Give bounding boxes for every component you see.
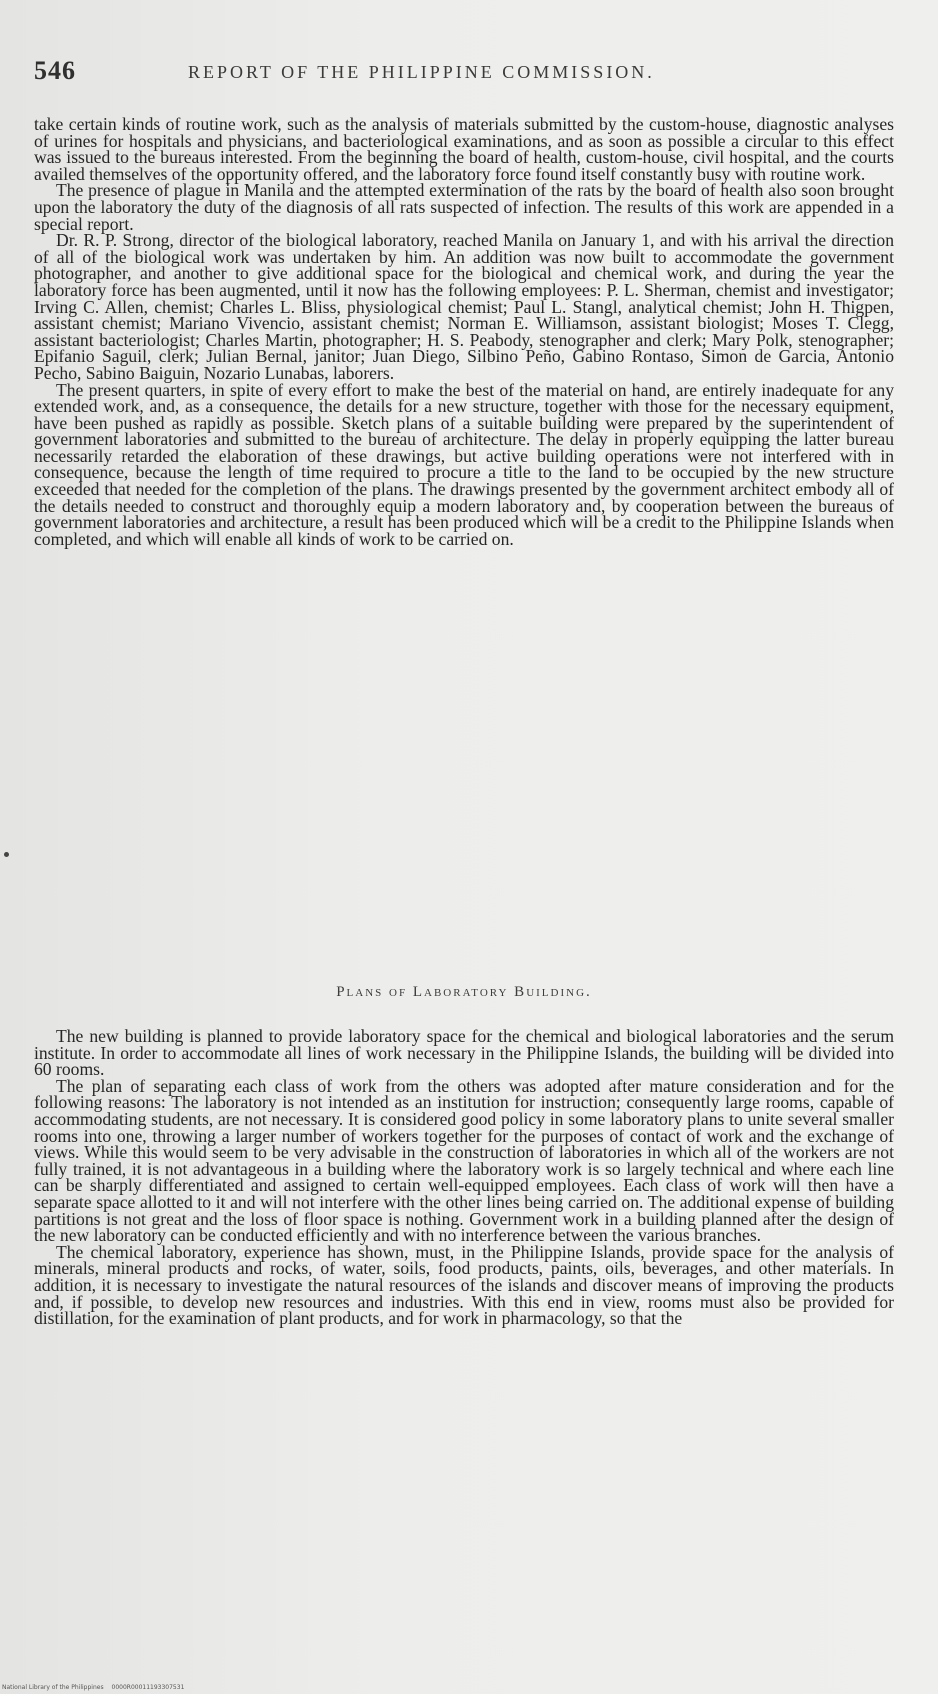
paragraph: Dr. R. P. Strong, director of the biological laboratory, reached Manila on January 1, and with his arrival the direction of all of the biological work was undertaken by him. An addition was now built to accommodate the government photographer, and another to give additional space for the biological and chemical work, and during the year the laboratory force has been augmented, until it now has the following employees: P. L. Sherman, chemist and investigator; Irving C. Allen, chemist; Charles L. Bliss, physiological chemist; Paul L. Stangl, analytical chemist; John H. Thigpen, assistant chemist; Mariano Vivencio, assistant chemist; Norman E. Williamson, assistant biologist; Moses T. Clegg, assistant bacteriologist; Charles Martin, photographer; H. S. Peabody, stenographer and clerk; Mary Polk, stenographer; Epifanio Saguil, clerk; Julian Bernal, janitor; Juan Diego, Silbino Peño, Gabino Rontaso, Simon de Garcia, Antonio Pecho, Sabino Baiguin, Nozario Lunabas, laborers. xyxy=(34,230,894,383)
paragraph: The presence of plague in Manila and the attempted extermination of the rats by the board of health also soon brought upon the laboratory the duty of the diagnosis of all rats suspected of infection. The results of this work are appended in a special report. xyxy=(34,180,894,234)
paragraph: The new building is planned to provide laboratory space for the chemical and biological laboratories and the serum institute. In order to accommodate all lines of work necessary in the Philippine Islands, the building will be divided into 60 rooms. xyxy=(34,1026,894,1080)
footer-library: National Library of the Philippines xyxy=(2,1684,104,1691)
section-title: Plans of Laboratory Building. xyxy=(336,984,592,1000)
page-header xyxy=(34,56,894,96)
page-number: 546 xyxy=(34,56,76,85)
paragraph: take certain kinds of routine work, such as the analysis of materials submitted by the custom-house, diagnostic analyses of urines for hospitals and physicians, and bacteriological examinations, and as soon as possible a circular to this effect was issued to the bureaus interested. From the beginning the board of health, custom-house, civil hospital, and the courts availed themselves of the opportunity offered, and the laboratory force found itself constantly busy with routine work. xyxy=(34,114,894,184)
body-text-bottom xyxy=(34,1028,894,1327)
running-head: REPORT OF THE PHILIPPINE COMMISSION. xyxy=(188,62,655,82)
footer-code: 0000R00011193307531 xyxy=(111,1684,185,1691)
paragraph: The plan of separating each class of work from the others was adopted after mature consideration and for the following reasons: The laboratory is not intended as an institution for instruction; consequently large rooms, capable of accommodating students, are not necessary. It is considered good policy in some laboratory plans to unite several smaller rooms into one, throwing a larger number of workers together for the purposes of contact of work and the exchange of views. While this would seem to be very advisable in the construction of laboratories in which all of the workers are not fully trained, it is not advantageous in a building where the laboratory work is so largely technical and where each line can be sharply differentiated and assigned to certain well-equipped employees. Each class of work will then have a separate space allotted to it and will not interfere with the other lines being carried on. The additional expense of building partitions is not great and the loss of floor space is nothing. Government work in a building planned after the design of the new laboratory can be conducted efficiently and with no interference between the various branches. xyxy=(34,1075,894,1246)
margin-mark xyxy=(4,852,9,857)
scan-footer xyxy=(2,1684,302,1694)
paragraph: The present quarters, in spite of every effort to make the best of the material on hand, are entirely inadequate for any extended work, and, as a consequence, the details for a new structure, together with those for the necessary equipment, have been pushed as rapidly as possible. Sketch plans of a suitable building were prepared by the superintendent of government laboratories and submitted to the bureau of architecture. The delay in properly equipping the latter bureau necessarily retarded the elaboration of these drawings, but active building operations were not interfered with in consequence, because the length of time required to procure a title to the land to be occupied by the new structure exceeded that needed for the completion of the plans. The drawings presented by the government architect embody all of the details needed to construct and thoroughly equip a modern laboratory and, by cooperation between the bureaus of government laboratories and architecture, a result has been produced which will be a credit to the Philippine Islands when completed, and which will enable all kinds of work to be carried on. xyxy=(34,379,894,549)
paragraph: The chemical laboratory, experience has shown, must, in the Philippine Islands, provide space for the analysis of minerals, mineral products and rocks, of water, soils, food products, paints, oils, beverages, and other materials. In addition, it is necessary to investigate the natural resources of the islands and discover means of improving the products and, if possible, to develop new resources and industries. With this end in view, rooms must also be provided for distillation, for the examination of plant products, and for work in pharmacology, so that the xyxy=(34,1241,894,1329)
body-text-top xyxy=(34,116,894,547)
